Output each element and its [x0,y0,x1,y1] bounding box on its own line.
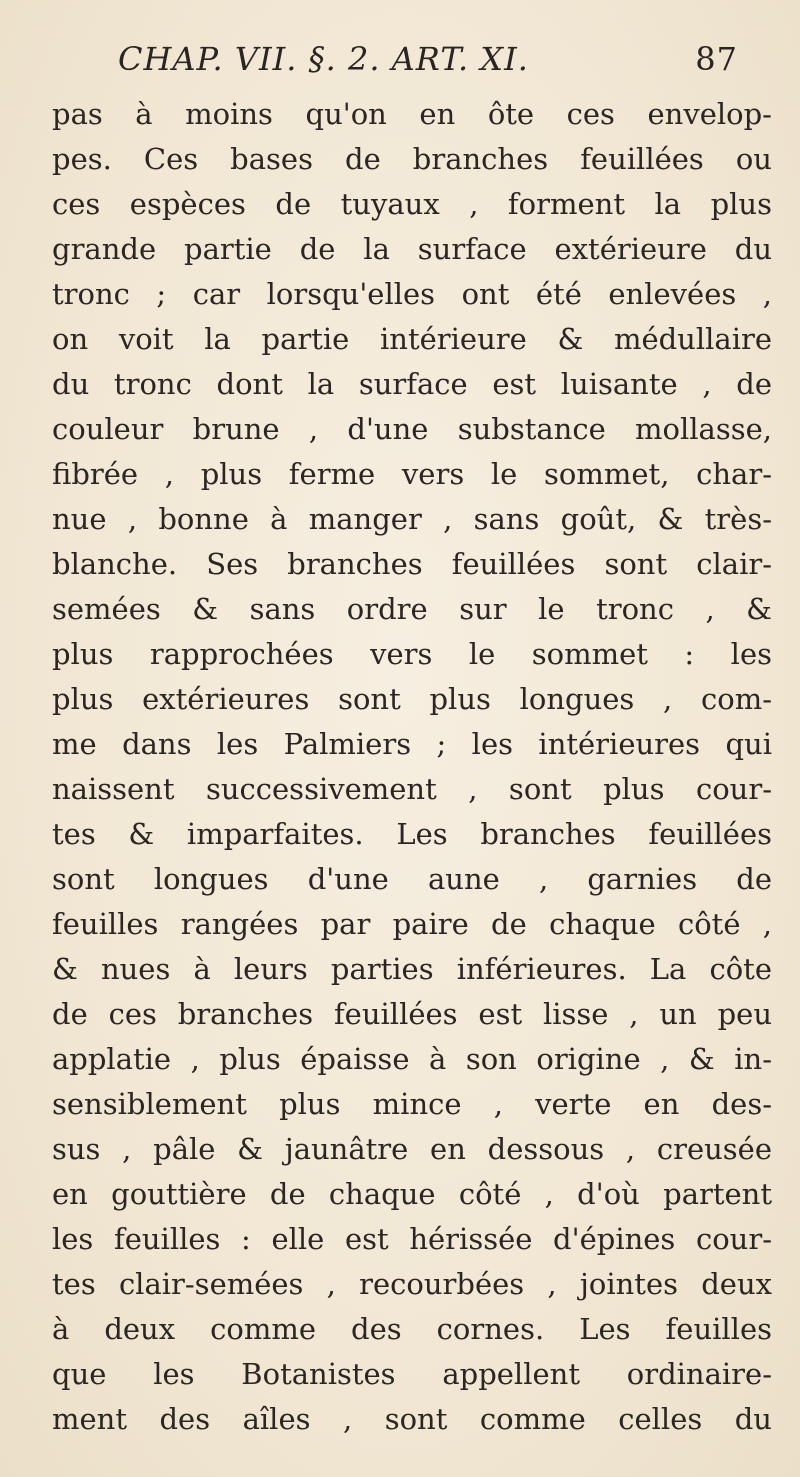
text-line: sont longues d'une aune , garnies de [52,862,772,896]
text-line: tronc ; car lorsqu'elles ont été enlevées , [52,277,772,311]
text-line: de ces branches feuillées est lisse , un peu [52,997,772,1031]
text-line: tes clair-semées , recourbées , jointes deux [52,1267,772,1301]
text-line: sus , pâle & jaunâtre en dessous , creusée [52,1132,772,1166]
text-line: que les Botanistes appellent ordinaire- [52,1357,772,1391]
text-line: plus extérieures sont plus longues , com- [52,682,772,716]
text-line: tes & imparfaites. Les branches feuillées [52,817,772,851]
text-line: naissent successivement , sont plus cour- [52,772,772,806]
text-line: à deux comme des cornes. Les feuilles [52,1312,772,1346]
text-line: plus rapprochées vers le sommet : les [52,637,772,671]
text-line: on voit la partie intérieure & médullaire [52,322,772,356]
running-head: CHAP. VII. §. 2. ART. XI. [118,40,529,78]
text-line: semées & sans ordre sur le tronc , & [52,592,772,626]
text-line: applatie , plus épaisse à son origine , & in- [52,1042,772,1076]
text-line: ces espèces de tuyaux , forment la plus [52,187,772,221]
text-line: me dans les Palmiers ; les intérieures qui [52,727,772,761]
page-number: 87 [695,40,738,78]
text-line: pas à moins qu'on en ôte ces envelop- [52,97,772,131]
page-header [118,40,738,90]
text-line: couleur brune , d'une substance mollasse, [52,412,772,446]
text-line: nue , bonne à manger , sans goût, & très- [52,502,772,536]
text-line: pes. Ces bases de branches feuillées ou [52,142,772,176]
text-line: blanche. Ses branches feuillées sont clair- [52,547,772,581]
text-line: grande partie de la surface extérieure du [52,232,772,266]
text-line: ment des aîles , sont comme celles du [52,1402,772,1436]
text-line: les feuilles : elle est hérissée d'épines cour- [52,1222,772,1256]
text-line: & nues à leurs parties inférieures. La côte [52,952,772,986]
body-text [52,92,772,1442]
text-line: du tronc dont la surface est luisante , de [52,367,772,401]
text-line: en gouttière de chaque côté , d'où partent [52,1177,772,1211]
text-line: fibrée , plus ferme vers le sommet, char- [52,457,772,491]
text-line: sensiblement plus mince , verte en des- [52,1087,772,1121]
text-line: feuilles rangées par paire de chaque côté , [52,907,772,941]
